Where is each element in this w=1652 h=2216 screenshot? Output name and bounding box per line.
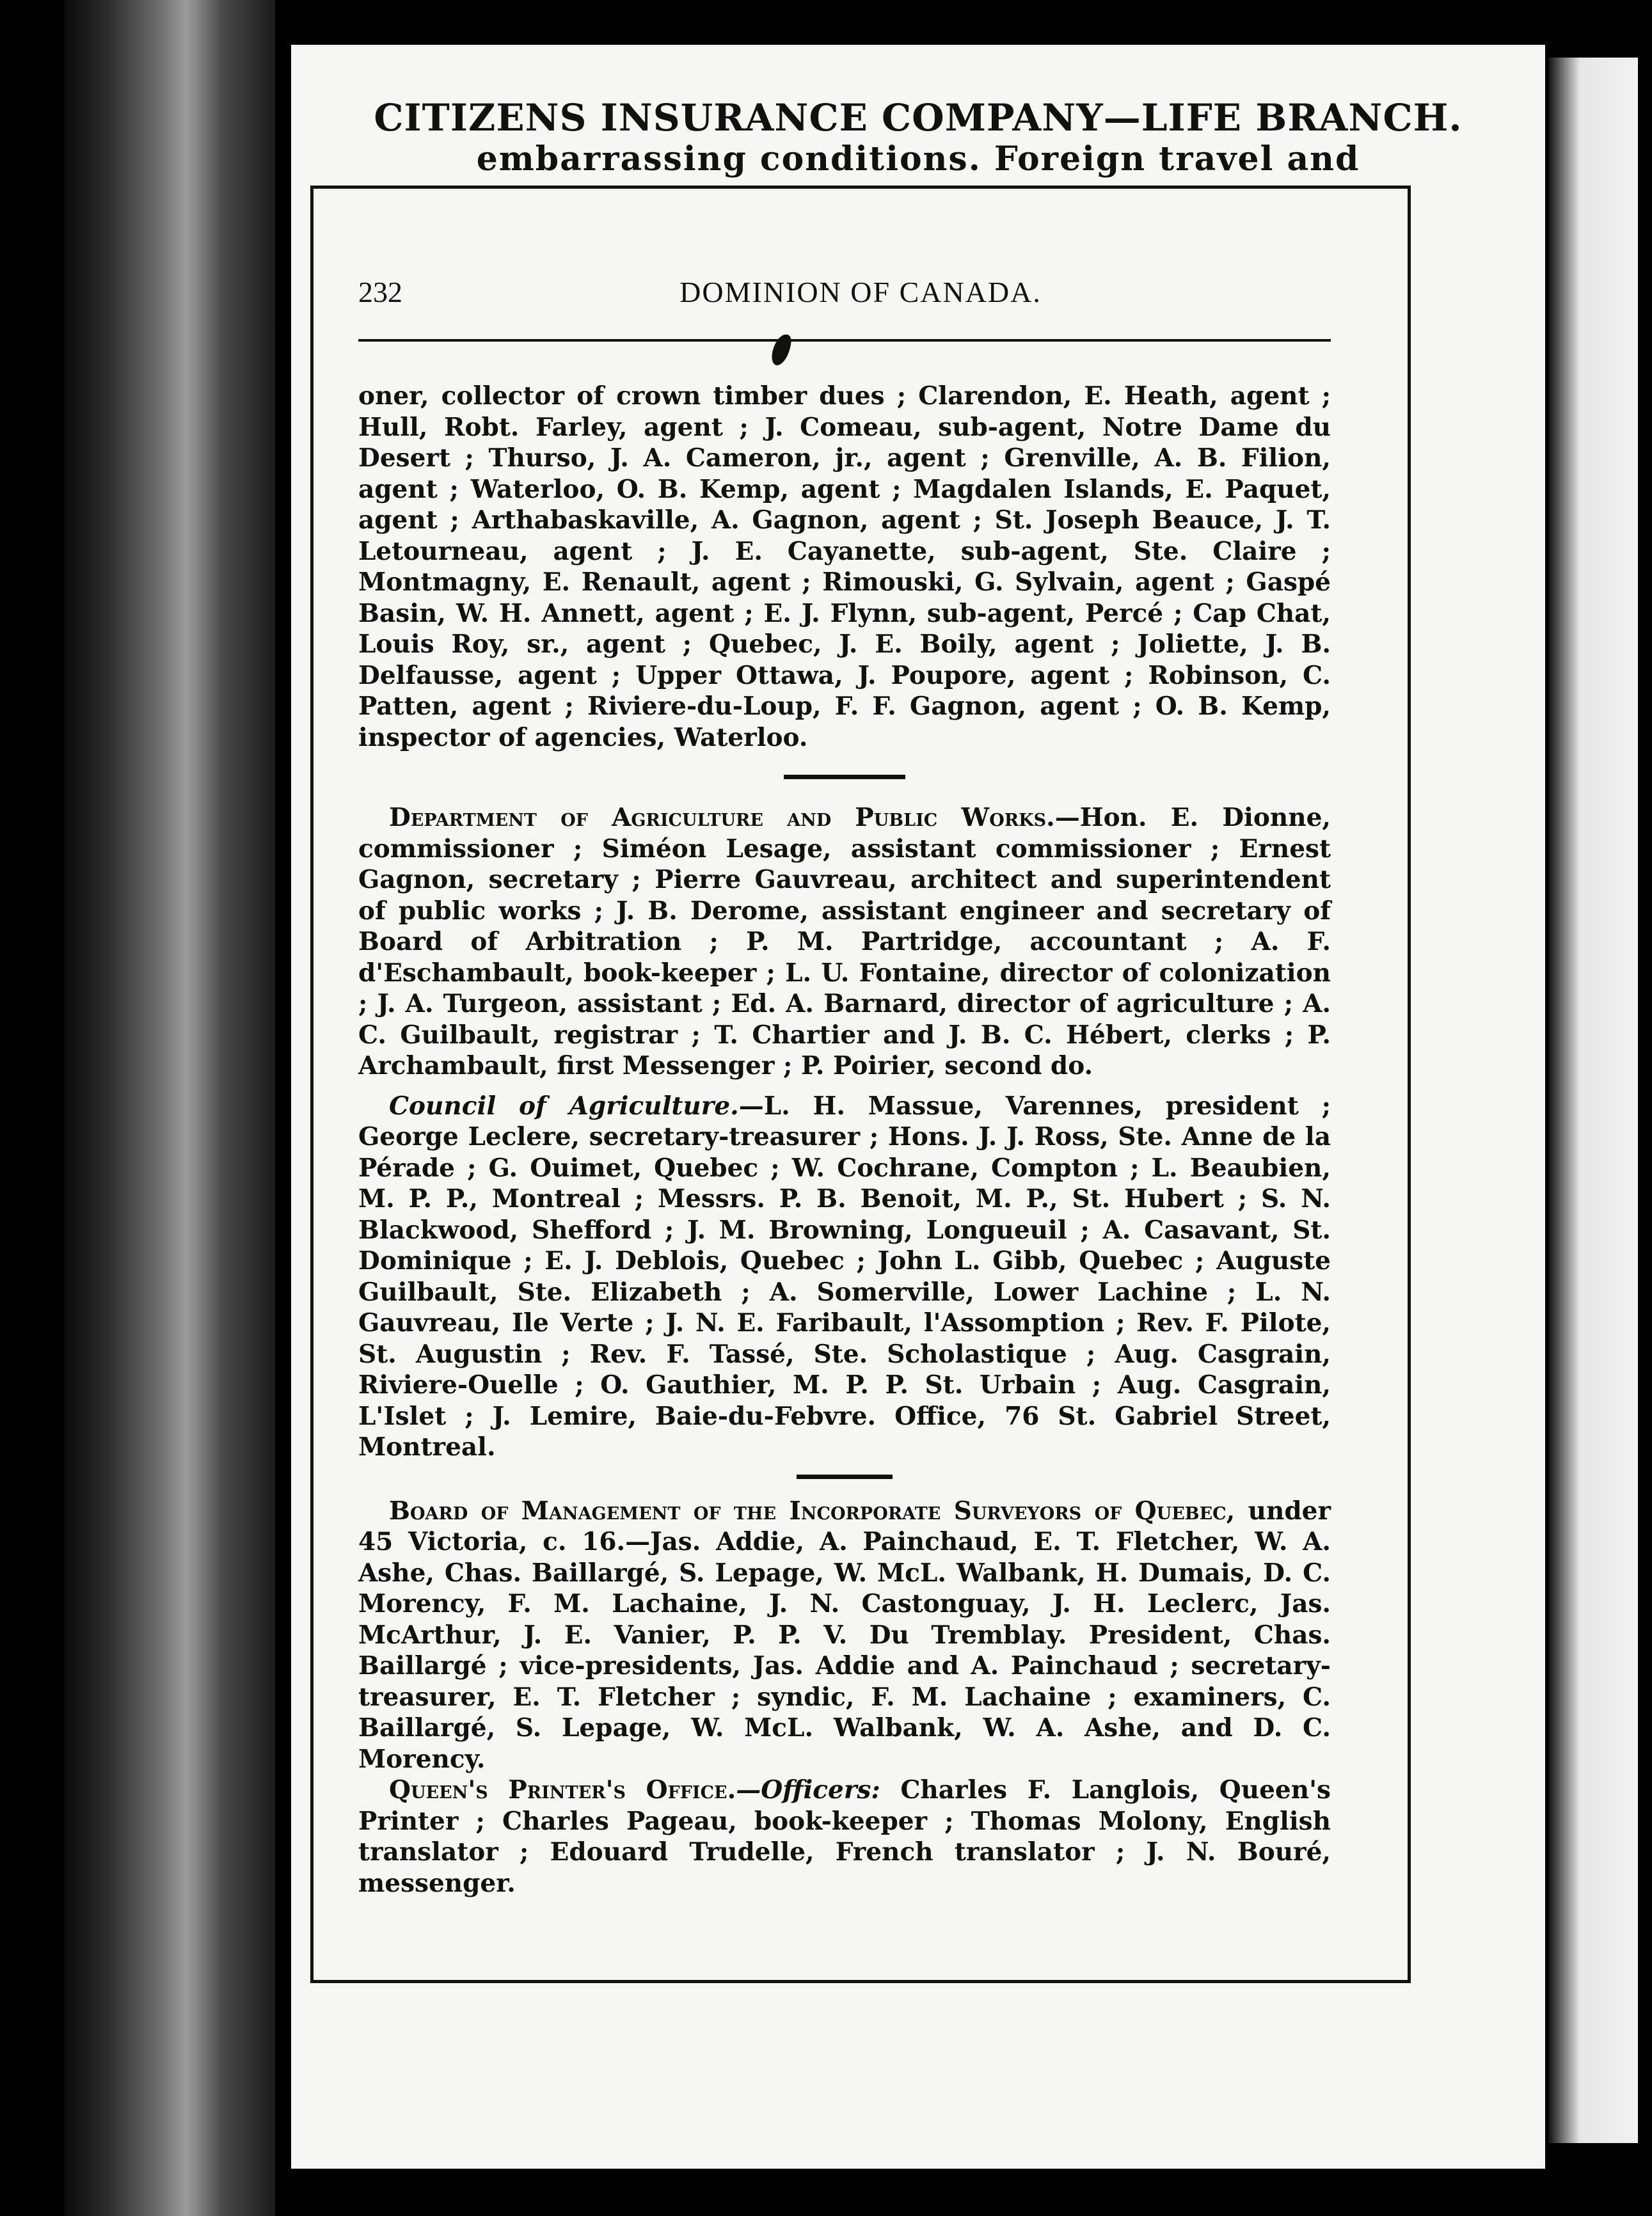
- printer-heading: Queen's Printer's Office.: [389, 1775, 736, 1805]
- advertisement-header-line-2: embarrassing conditions. Foreign travel and: [476, 139, 1360, 178]
- council-paragraph: [358, 1091, 1331, 1463]
- section-separator: [797, 1475, 893, 1479]
- header-rule: [358, 339, 1331, 342]
- page-number: 232: [358, 276, 402, 308]
- agents-paragraph: oner, collector of crown timber dues ; Clarendon, E. Heath, agent ; Hull, Robt. Farley, agent ; J. Comeau, sub-agent, Notre Dame du Desert ; Thurso, J. A. Cameron, jr., agent ; Grenville, A. B. Filion, agent ; Waterloo, O. B. Kemp, agent ; Magdalen Islands, E. Paquet, agent ; Arthabaskaville, A. Gagnon, agent ; St. Joseph Beauce, J. T. Letourneau, agent ; J. E. Cayanette, sub-agent, Ste. Claire ; Montmagny, E. Renault, agent ; Rimouski, G. Sylvain, agent ; Gaspé Basin, W. H. Annett, agent ; E. J. Flynn, sub-agent, Percé ; Cap Chat, Louis Roy, sr., agent ; Quebec, J. E. Boily, agent ; Joliette, J. B. Delfausse, agent ; Upper Ottawa, J. Poupore, agent ; Robinson, C. Patten, agent ; Riviere-du-Loup, F. F. Gagnon, agent ; O. B. Kemp, inspector of agencies, Waterloo.: [358, 381, 1331, 752]
- surveyors-heading: Board of Management of the Incorporate Surveyors of Quebec,: [389, 1496, 1235, 1526]
- agriculture-department-paragraph: [358, 802, 1331, 1082]
- surveyors-text: under 45 Victoria, c. 16.—Jas. Addie, A. Painchaud, E. T. Fletcher, W. A. Ashe, Chas. Baillargé, S. Lepage, W. McL. Walbank, H. Dumais, D. C. Morency, F. M. Lachaine, J. N. Castonguay, J. H. Leclerc, Jas. McArthur, J. E. Vanier, P. P. V. Du Tremblay. President, Chas. Baillargé ; vice-presidents, Jas. Addie and A. Painchaud ; secretary-treasurer, E. T. Fletcher ; syndic, F. M. Lachaine ; examiners, C. Baillargé, S. Lepage, W. McL. Walbank, W. A. Ashe, and D. C. Morency.: [358, 1496, 1331, 1774]
- paragraph-gap: [358, 1082, 1331, 1091]
- advertisement-header-line-1: CITIZENS INSURANCE COMPANY—LIFE BRANCH.: [374, 96, 1463, 139]
- running-head: DOMINION OF CANADA.: [679, 276, 1042, 308]
- printer-officers-label: —Officers:: [736, 1775, 880, 1805]
- section-separator: [784, 775, 905, 779]
- printer-paragraph: [358, 1775, 1331, 1899]
- agriculture-department-text: —Hon. E. Dionne, commissioner ; Siméon Lesage, assistant commissioner ; Ernest Gagnon, secretary ; Pierre Gauvreau, architect and superintendent of public works ; J. B. Derome, assistant engineer and secretary of Board of Arbitration ; P. M. Partridge, accountant ; A. F. d'Eschambault, book-keeper ; L. U. Fontaine, director of colonization ; J. A. Turgeon, assistant ; Ed. A. Barnard, director of agriculture ; A. C. Guilbault, registrar ; T. Chartier and J. B. C. Hébert, clerks ; P. Archambault, first Messenger ; P. Poirier, second do.: [358, 803, 1331, 1080]
- page-frame: [310, 186, 1411, 1983]
- printer-text: Charles F. Langlois, Queen's Printer ; Charles Pageau, book-keeper ; Thomas Molony, English translator ; Edouard Trudelle, French translator ; J. N. Bouré, messenger.: [358, 1775, 1331, 1898]
- book-page: [291, 45, 1545, 2169]
- council-heading: Council of Agriculture.: [389, 1091, 739, 1121]
- agriculture-department-heading: Department of Agriculture and Public Works.: [389, 803, 1055, 832]
- page-body: [358, 381, 1331, 1899]
- council-text: —L. H. Massue, Varennes, president ; George Leclere, secretary-treasurer ; Hons. J. J. Ross, Ste. Anne de la Pérade ; G. Ouimet, Quebec ; W. Cochrane, Compton ; L. Beaubien, M. P. P., Montreal ; Messrs. P. B. Benoit, M. P., St. Hubert ; S. N. Blackwood, Shefford ; J. M. Browning, Longueuil ; A. Casavant, St. Dominique ; E. J. Deblois, Quebec ; John L. Gibb, Quebec ; Auguste Guilbault, Ste. Elizabeth ; A. Somerville, Lower Lachine ; L. N. Gauvreau, Ile Verte ; J. N. E. Faribault, l'Assomption ; Rev. F. Pilote, St. Augustin ; Rev. F. Tassé, Ste. Scholastique ; Aug. Casgrain, Riviere-Ouelle ; O. Gauthier, M. P. P. St. Urbain ; Aug. Casgrain, L'Islet ; J. Lemire, Baie-du-Febvre. Office, 76 St. Gabriel Street, Montreal.: [358, 1091, 1331, 1462]
- book-spine: [64, 0, 275, 2216]
- surveyors-paragraph: [358, 1496, 1331, 1775]
- facing-page-edge: [1548, 58, 1638, 2143]
